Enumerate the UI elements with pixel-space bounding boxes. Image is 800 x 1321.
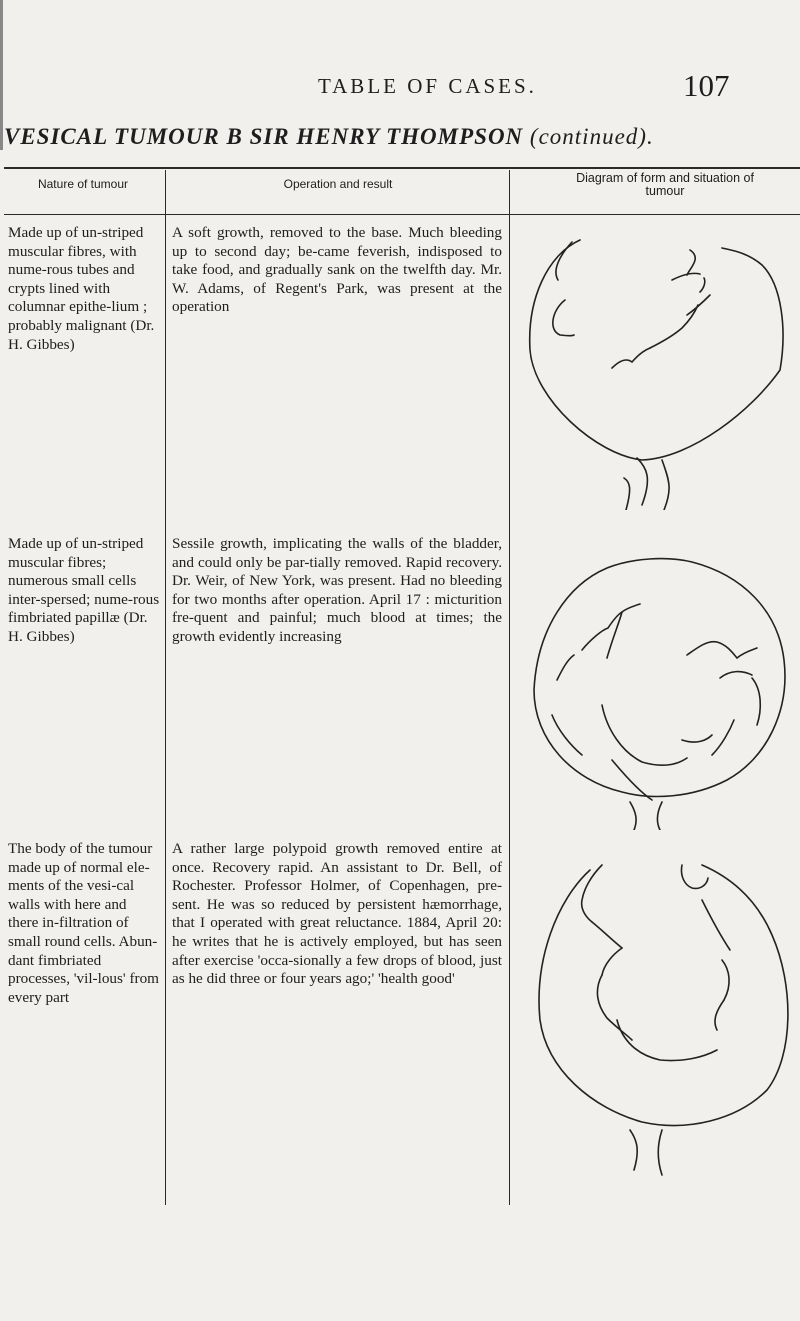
row-1-nature: Made up of un-striped muscular fibres, with nume-rous tubes and crypts lined with columnar epithe-lium ; probably malignant (Dr. H. Gibbes) xyxy=(8,224,155,353)
row-3-operation: A rather large polypoid growth removed entire at once. Recovery rapid. An assistant to Dr. Bell, of Rochester. Professor Holmer, of Copenhagen, pre-sent. He was so reduced by persistent hæmorrhage, that I operated with great reluctance. 1884, April 20: he writes that he is actively employed, but has seen after exercise 'occa-sionally a few drops of blood, just as he did three or four years ago;' 'health good' xyxy=(172,840,502,988)
row-1-operation: A soft growth, removed to the base. Much bleeding up to second day; be-came feverish, indisposed to take food, and gradually sank on the twelfth day. Mr. W. Adams, of Regent's Park, was present at the operation xyxy=(172,224,502,316)
row-3-diagram xyxy=(512,840,800,1200)
row-1-diagram xyxy=(512,220,800,510)
case-heading xyxy=(4,124,800,150)
bladder-diagram-icon xyxy=(512,840,800,1200)
column-header-operation: Operation and result xyxy=(283,177,393,191)
row-3-nature: The body of the tumour made up of normal ele-ments of the vesi-cal walls with here and there in-filtration of small round cells. Abun-dant fimbriated processes, 'vil-lous' from every part xyxy=(8,840,159,1006)
column-divider-1 xyxy=(165,170,166,1205)
top-rule xyxy=(4,167,800,169)
running-head xyxy=(0,68,800,108)
column-header-nature: Nature of tumour xyxy=(37,177,129,191)
row-2-diagram xyxy=(512,530,800,830)
running-head-title: TABLE OF CASES. xyxy=(318,74,537,98)
column-divider-2 xyxy=(509,170,510,1205)
continued-label: (continued). xyxy=(529,124,654,149)
page-number: 107 xyxy=(683,68,730,103)
row-2-nature: Made up of un-striped muscular fibres; numerous small cells inter-spersed; nume-rous fimbriated papillæ (Dr. H. Gibbes) xyxy=(8,535,160,645)
bladder-diagram-icon xyxy=(512,530,800,830)
column-header-diagram: Diagram of form and situation of tumour xyxy=(576,171,754,198)
case-title: VESICAL TUMOUR B SIR HENRY THOMPSON xyxy=(4,124,524,149)
header-rule xyxy=(4,214,800,215)
bladder-diagram-icon xyxy=(512,220,800,510)
row-2-operation: Sessile growth, implicating the walls of the bladder, and could only be par-tially removed. Rapid recovery. Dr. Weir, of New York, was present. Had no bleeding for two months after operation. April 17 : micturition fre-quent and painful; much blood at times; the growth evidently increasing xyxy=(172,535,502,645)
